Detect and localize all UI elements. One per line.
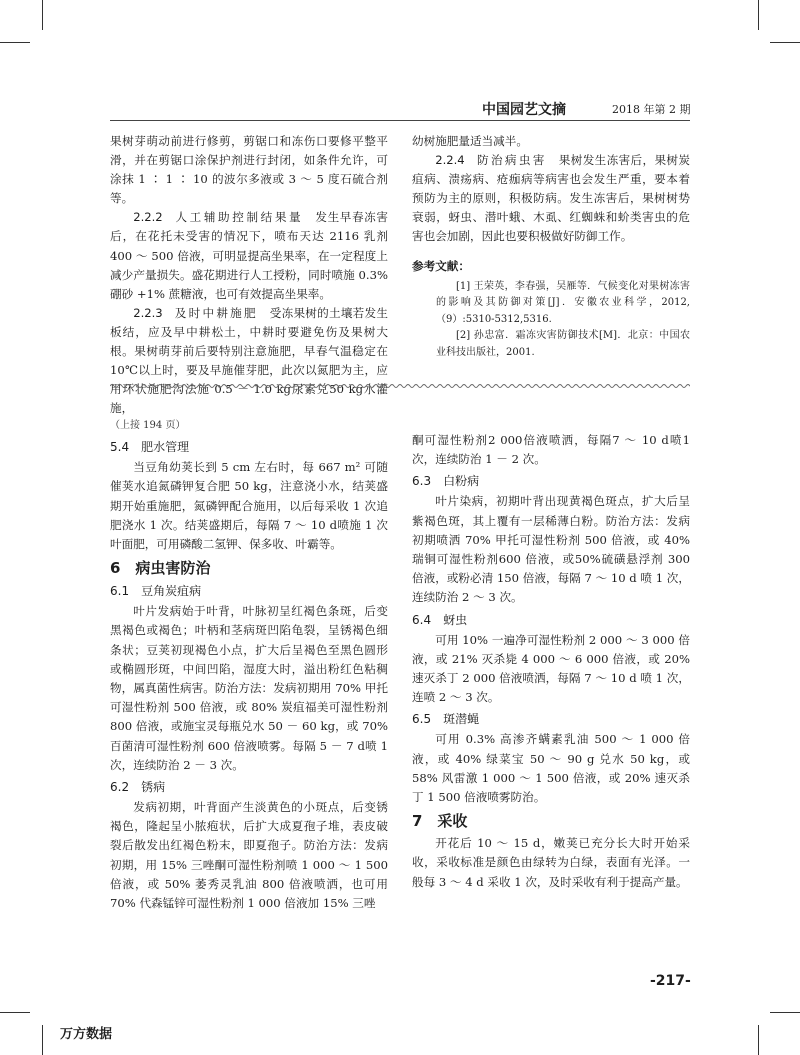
bottom-right-column xyxy=(412,431,690,892)
bottom-left-column xyxy=(110,416,388,913)
section-heading-6-5: 6.5 斑潜蝇 xyxy=(412,712,480,727)
continued-note: （上接 194 页） xyxy=(110,420,186,431)
crop-mark xyxy=(42,0,43,30)
section-heading-6: 6 病虫害防治 xyxy=(110,559,211,578)
top-left-column xyxy=(110,132,388,418)
crop-mark xyxy=(758,0,759,30)
page-number: -217- xyxy=(650,973,691,989)
crop-mark xyxy=(0,42,30,43)
paragraph: 可用 10% 一遍净可湿性粉剂 2 000 ～ 3 000 倍液，或 21% 灭杀毙 4 000 ～ 6 000 倍液，或 20% 速灭杀丁 2 000 倍液喷洒，每隔 7 ～ 10 d 喷 1 次，连喷 2 ～ 3 次。 xyxy=(412,632,690,705)
subsection-title: 及时中耕施肥 xyxy=(174,305,258,320)
paragraph: 幼树施肥量适当减半。 xyxy=(412,134,528,148)
section-heading-6-2: 6.2 锈病 xyxy=(110,779,166,794)
top-right-column xyxy=(412,132,690,361)
footer-logo: 万方数据 xyxy=(60,1027,113,1042)
paragraph: 发病初期，叶背面产生淡黄色的小斑点，后变锈褐色，隆起呈小脓疱状，后扩大成夏孢子堆，表皮破裂后散发出红褐色粉末，即夏孢子。防治方法：发病初期，用 15% 三唑酮可湿性粉剂喷 1 000 ～ 1 500 倍液，或 50% 萎秀灵乳油 800 倍液喷洒，也可用 70% 代森锰锌可湿性粉剂 1 000 倍液加 15% 三唑 xyxy=(110,799,388,910)
section-2-2-2: 2.2.2 人工辅助控制结果量 发生早春冻害后，在花托未受害的情况下，喷布天达 2116 乳剂 400 ～ 500 倍液，可明显提高坐果率，在一定程度上减少产量损失。盛花期进行人工授粉，同时喷施 0.3% 硼砂 +1% 蔗糖液，也可有效提高坐果率。 xyxy=(110,210,388,301)
crop-mark xyxy=(42,1025,43,1055)
section-heading-5-4: 5.4 肥水管理 xyxy=(110,440,190,455)
crop-mark xyxy=(770,42,800,43)
crop-mark xyxy=(0,1012,30,1013)
reference-item: [2] 孙忠富．霜冻灾害防御技术[M]．北京：中国农业科技出版社，2001. xyxy=(436,330,690,358)
section-heading-6-3: 6.3 白粉病 xyxy=(412,474,480,489)
header-rule xyxy=(110,120,690,121)
subsection-title: 防治病虫害 xyxy=(477,153,547,168)
paragraph: 当豆角幼荚长到 5 cm 左右时，每 667 m² 可随催荚水追氮磷钾复合肥 50 kg，注意浇小水，结荚盛期开始重施肥，氮磷钾配合施用，以后每采收 1 次追肥浇水 1 次。结荚盛期后，每隔 7 ～ 10 d喷施 1 次叶面肥，可用磷酸二氢钾、保多收、叶霸等。 xyxy=(110,460,388,551)
paragraph: 开花后 10 ～ 15 d，嫩荚已充分长大时开始采收，采收标准是颜色由绿转为白绿，表面有光泽。一般每 3 ～ 4 d 采收 1 次，及时采收有利于提高产量。 xyxy=(412,836,690,889)
crop-mark xyxy=(770,1012,800,1013)
paragraph: 叶片染病，初期叶背出现黄褐色斑点，扩大后呈紫褐色斑，其上覆有一层稀薄白粉。防治方法：发病初期喷洒 70% 甲托可湿性粉剂 500 倍液，或 40% 瑞铜可湿性粉剂600 倍液，或50%硫磺悬浮剂 300 倍液，或粉必清 150 倍液，每隔 7 ～ 10 d 喷 1 次，连续防治 2 ～ 3 次。 xyxy=(412,494,690,605)
journal-title: 中国园艺文摘 xyxy=(482,102,566,118)
references-heading: 参考文献： xyxy=(412,258,470,273)
wavy-separator xyxy=(110,382,690,390)
paragraph: 果树芽萌动前进行修剪，剪锯口和冻伤口要修平整平滑，并在剪锯口涂保护剂进行封闭，如条件允许，可涂抹 1 ∶ 1 ∶ 10 的波尔多液或 3 ～ 5 度石硫合剂等。 xyxy=(110,134,388,206)
section-heading-6-1: 6.1 豆角炭疽病 xyxy=(110,584,202,599)
section-2-2-4: 2.2.4 防治病虫害 果树发生冻害后，果树炭疽病、溃疡病、疮痂病等病害也会发生严重，要本着预防为主的原则，积极防病。发生冻害后，果树树势衰弱，蚜虫、潜叶蛾、木虱、红蜘蛛和蚧类害虫的危害也会加剧，因此也要积极做好防御工作。 xyxy=(412,153,690,244)
paragraph: 可用 0.3% 高渗齐螨素乳油 500 ～ 1 000 倍液，或 40% 绿菜宝 50 ～ 90 g 兑水 50 kg，或 58% 风雷激 1 000 ～ 1 500 倍液，或 20% 速灭杀丁 1 500 倍液喷雾防治。 xyxy=(412,732,690,805)
subsection-title: 人工辅助控制结果量 xyxy=(175,210,304,225)
section-heading-6-4: 6.4 蚜虫 xyxy=(412,612,468,627)
reference-item: [1] 王荣英，李春强，吴雁等．气候变化对果树冻害的影响及其防御对策[J]．安徽农业科学，2012,（9）:5310-5312,5316. xyxy=(436,280,690,325)
section-heading-7: 7 采收 xyxy=(412,812,468,831)
section-2-2-3: 2.2.3 及时中耕施肥 受冻果树的土壤若发生板结，应及早中耕松土，中耕时要避免伤及果树大根。果树萌芽前后要特别注意施肥，早春气温稳定在 10℃以上时，要及早施催芽肥，此次以氮肥为主，应用环状施肥沟法施 0.5 － 1.0 kg尿素兑50 kg水灌施， xyxy=(110,305,388,416)
paragraph: 叶片发病始于叶背，叶脉初呈红褐色条斑，后变黑褐色或褐色；叶柄和茎病斑凹陷龟裂，呈锈褐色细条状；豆荚初现褐色小点，扩大后呈褐色至黑色圆形或椭圆形斑，中间凹陷，湿度大时，溢出粉红色粘稠物，属真菌性病害。防治方法：发病初期用 70% 甲托可湿性粉剂 500 倍液，或 80% 炭疽福美可湿性粉剂 800 倍液，或施宝灵每瓶兑水 50 － 60 kg，或 70% 百菌清可湿性粉剂 600 倍液喷雾。每隔 5 － 7 d喷 1 次，连续防治 2 － 3 次。 xyxy=(110,604,388,772)
issue-label: 2018 年第 2 期 xyxy=(612,103,691,116)
crop-mark xyxy=(758,1025,759,1055)
paragraph: 酮可湿性粉剂2 000倍液喷洒，每隔7 ～ 10 d喷1次，连续防治 1 － 2 次。 xyxy=(412,433,690,467)
